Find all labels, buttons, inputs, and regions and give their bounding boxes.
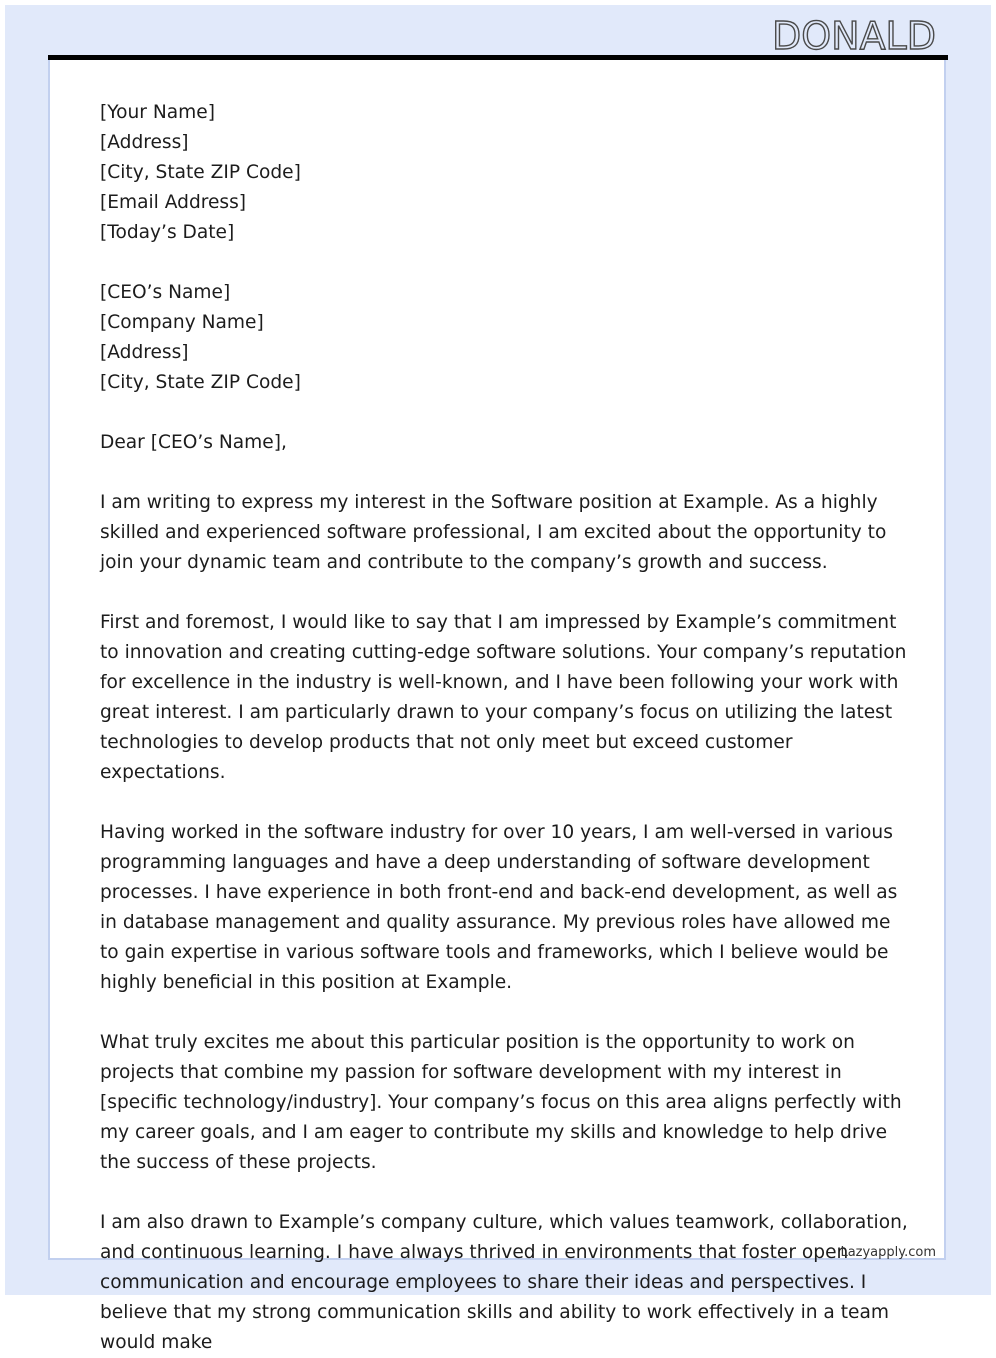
paragraph-culture: I am also drawn to Example’s company culture, which values teamwork, collaboration, and continuous learning. I have always thrived in environments that foster open communication and encourage employees to share their ideas and perspectives. I believe that my strong communication skills and ability to work effectively in a team would make <box>100 1212 908 1353</box>
recipient-city: [City, State ZIP Code] <box>100 372 301 393</box>
paragraph-company: First and foremost, I would like to say that I am impressed by Example’s commitment to innovation and creating cutting-edge software solutions. Your company’s reputation for excellence in the industry is well-known, and I have been following your work with great interest. I am particularly drawn to your company’s focus on utilizing the latest technologies to develop products that not only meet but exceed customer expectations. <box>100 612 907 783</box>
paragraph-motivation: What truly excites me about this particular position is the opportunity to work on projects that combine my passion for software development with my interest in [specific technology/industry]. Your company’s focus on this area aligns perfectly with my career goals, and I am eager to contribute my skills and knowledge to help drive the success of these projects. <box>100 1032 902 1173</box>
recipient-name: [CEO’s Name] <box>100 282 231 303</box>
recipient-block <box>100 278 910 398</box>
spacer <box>100 398 910 428</box>
salutation: Dear [CEO’s Name], <box>100 432 287 453</box>
spacer <box>100 1178 910 1208</box>
spacer <box>100 248 910 278</box>
spacer <box>100 998 910 1028</box>
sender-city: [City, State ZIP Code] <box>100 162 301 183</box>
cover-letter-body <box>100 98 910 1358</box>
spacer <box>100 458 910 488</box>
watermark-link[interactable]: Lazyapply.com <box>840 1245 936 1260</box>
sender-block <box>100 98 910 248</box>
sender-name: [Your Name] <box>100 102 215 123</box>
recipient-company: [Company Name] <box>100 312 264 333</box>
letter-date: [Today’s Date] <box>100 222 235 243</box>
name-logo: DONALD <box>771 14 936 58</box>
spacer <box>100 788 910 818</box>
recipient-address: [Address] <box>100 342 189 363</box>
sender-email: [Email Address] <box>100 192 247 213</box>
paragraph-intro: I am writing to express my interest in the Software position at Example. As a highly skilled and experienced software professional, I am excited about the opportunity to join your dynamic team and contribute to the company’s growth and success. <box>100 492 887 573</box>
paragraph-experience: Having worked in the software industry for over 10 years, I am well-versed in various programming languages and have a deep understanding of software development processes. I have experience in both front-end and back-end development, as well as in database management and quality assurance. My previous roles have allowed me to gain expertise in various software tools and frameworks, which I believe would be highly beneficial in this position at Example. <box>100 822 898 993</box>
sender-address: [Address] <box>100 132 189 153</box>
spacer <box>100 578 910 608</box>
